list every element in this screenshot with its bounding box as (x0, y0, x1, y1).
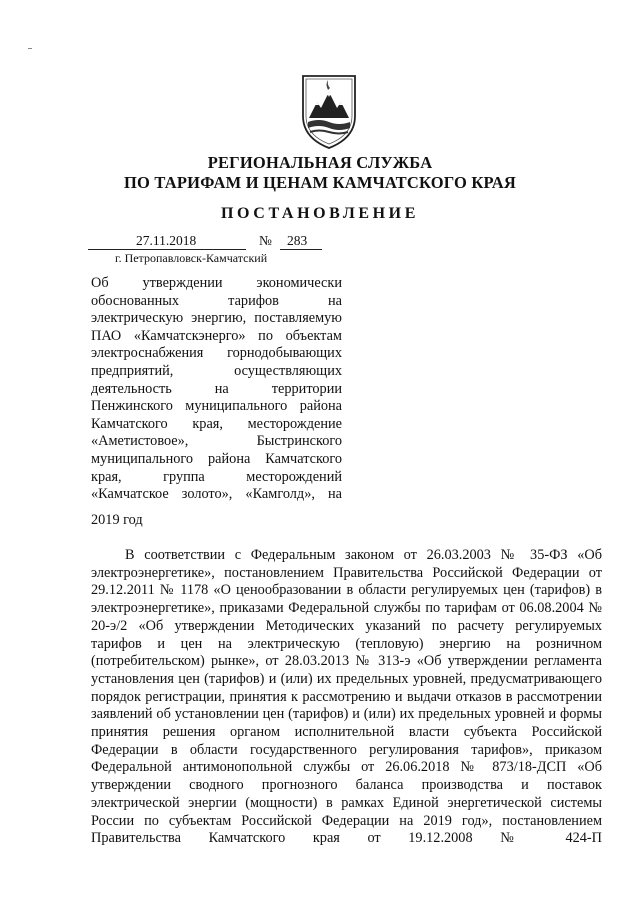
document-subject: Об утверждении экономически обоснованных тарифов на электрическую энергию, поставляемую ПАО «Камчатскэнерго» по объектам электроснабжения горнодобывающих предприятий, осуществляющих деятельность на территории Пенжинского муниципального района Камчатского края, месторождение «Аметистовое», Быстринского муниципального района Камчатского края, группа месторождений «Камчатское золото», «Камголд», на (91, 275, 342, 503)
number-sign: № (259, 233, 272, 248)
document-type-title: ПОСТАНОВЛЕНИЕ (221, 205, 419, 222)
document-subject-last-line: 2019 год (91, 512, 143, 528)
document-city: г. Петропавловск-Камчатский (115, 251, 268, 265)
kamchatka-coat-of-arms-icon (297, 72, 361, 150)
body-paragraph: В соответствии с Федеральным законом от 26.03.2003 № 35-ФЗ «Об электроэнергетике», постановлением Правительства Российской Федерации от 29.12.2011 № 1178 «О ценообразовании в области регулируемых цен (тарифов) в электроэнергетике», приказами Федеральной службы по тарифам от 06.08.2004 № 20-э/2 «Об утверждении Методических указаний по расчету регулируемых тарифов и цен на электрическую (тепловую) энергию на розничном (потребительском) рынке», от 28.03.2013 № 313-э «Об утверждении регламента установления цен (тарифов) и (или) их предельных уровней, предусматривающего порядок регистрации, принятия к рассмотрению и выдачи отказов в рассмотрении заявлений об установлении цен (тарифов) и (или) их предельных уровней и формы принятия решения органом исполнительной власти субъекта Российской Федерации в области государственного регулирования тарифов», приказом Федеральной антимонопольной службы от 26.06.2018 № 873/18-ДСП «Об утверждении сводного прогнозного баланса производства и поставок электрической энергии (мощности) в рамках Единой энергетической системы России по субъектам Российской Федерации на 2019 год», постановлением Правительства Камчатского края от 19.12.2008 № 424-П (91, 547, 602, 847)
scan-mark (28, 48, 32, 49)
agency-name-line1: РЕГИОНАЛЬНАЯ СЛУЖБА (207, 153, 433, 172)
agency-name-line2: ПО ТАРИФАМ И ЦЕНАМ КАМЧАТСКОГО КРАЯ (124, 173, 516, 192)
document-number: 283 (287, 233, 308, 248)
document-date: 27.11.2018 (136, 233, 197, 248)
